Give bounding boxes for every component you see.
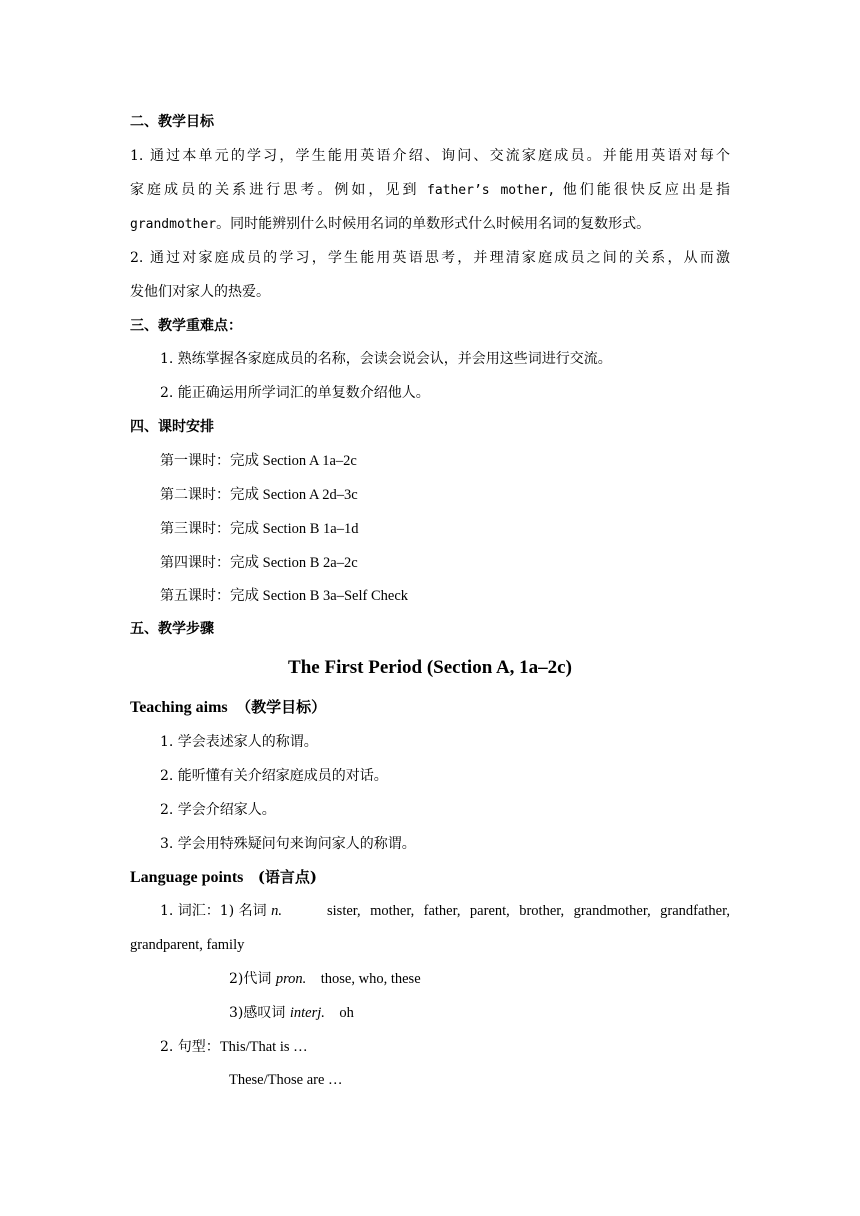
sentence-pattern-line: [160, 1038, 308, 1056]
aim-item: 2. 能听懂有关介绍家庭成员的对话。: [160, 768, 388, 784]
teaching-aims-heading-cn: （教学目标）: [236, 698, 327, 716]
lesson-3: [160, 520, 358, 538]
objective-1-text-d: grandmother: [130, 217, 217, 232]
language-points-heading-en: Language points: [130, 869, 244, 886]
lesson-1-content: 完成 Section A 1a–2c: [230, 453, 357, 469]
interjection-label: 3)感叹词: [229, 1005, 286, 1021]
pronoun-label: 2)代词: [229, 971, 272, 987]
lesson-4-label: 第四课时：: [160, 555, 230, 571]
aim-item: 2. 学会介绍家人。: [160, 802, 276, 818]
lesson-5-content: 完成 Section B 3a–Self Check: [230, 588, 409, 604]
lesson-3-label: 第三课时：: [160, 521, 230, 537]
key-point-2: 2. 能正确运用所学词汇的单复数介绍他人。: [160, 385, 430, 401]
objective-2-line-1: 2. 通过对家庭成员的学习，学生能用英语思考，并理清家庭成员之间的关系，从而激: [130, 250, 730, 266]
aim-item: 1. 学会表述家人的称谓。: [160, 734, 318, 750]
objective-1-line-2: [130, 181, 730, 200]
lesson-4: [160, 554, 358, 572]
section-heading-key-points: 三、教学重难点：: [130, 318, 242, 334]
lesson-5: [160, 587, 408, 605]
lesson-1: [160, 452, 357, 470]
objective-2-line-2: 发他们对家人的热爱。: [130, 284, 270, 300]
key-point-1: 1. 熟练掌握各家庭成员的名称，会读会说会认，并会用这些词进行交流。: [160, 351, 612, 367]
sentence-pattern-1: This/That is …: [219, 1039, 308, 1055]
pronoun-words: those, who, these: [320, 971, 421, 987]
language-points-heading: [130, 868, 317, 887]
vocab-label-text: 1. 词汇：1) 名词: [160, 903, 267, 919]
lesson-2: [160, 486, 358, 504]
teaching-aims-heading-en: Teaching aims: [130, 699, 228, 716]
objective-1-text-a: 家庭成员的关系进行思考。例如，见到: [130, 182, 420, 198]
interjection-line: [229, 1004, 354, 1022]
vocab-words-line-2: grandparent, family: [130, 937, 245, 953]
lesson-2-label: 第二课时：: [160, 487, 230, 503]
sentence-pattern-label: 2. 句型：: [160, 1039, 220, 1055]
section-heading-steps: 五、教学步骤: [130, 621, 214, 637]
objective-1-text-b: father’s mother,: [427, 183, 556, 198]
vocab-words-line-1: sister, mother, father, parent, brother, grandmother, grandfather,: [327, 903, 730, 919]
interjection-words: oh: [339, 1005, 354, 1021]
period-title: The First Period (Section A, 1a–2c): [288, 657, 572, 678]
language-points-heading-cn: (语言点): [257, 868, 318, 886]
lesson-1-label: 第一课时：: [160, 453, 230, 469]
objective-1-text-c: 他们能很快反应出是指: [562, 182, 731, 198]
lesson-4-content: 完成 Section B 2a–2c: [230, 555, 358, 571]
aim-item: 3. 学会用特殊疑问句来询问家人的称谓。: [160, 836, 416, 852]
teaching-aims-heading: [130, 698, 326, 717]
section-heading-schedule: 四、课时安排: [130, 419, 214, 435]
sentence-pattern-2: These/Those are …: [229, 1072, 343, 1088]
pronoun-line: [229, 970, 421, 988]
lesson-2-content: 完成 Section A 2d–3c: [230, 487, 358, 503]
lesson-3-content: 完成 Section B 1a–1d: [230, 521, 359, 537]
lesson-5-label: 第五课时：: [160, 588, 230, 604]
vocab-pos: n.: [271, 903, 282, 919]
objective-1-line-1: 1. 通过本单元的学习，学生能用英语介绍、询问、交流家庭成员。并能用英语对每个: [130, 148, 730, 164]
interjection-pos: interj.: [289, 1005, 325, 1021]
section-heading-objectives: 二、教学目标: [130, 114, 214, 130]
objective-1-line-3: [130, 215, 650, 234]
objective-1-text-e: 。同时能辨别什么时候用名词的单数形式什么时候用名词的复数形式。: [216, 216, 651, 232]
vocab-label: [160, 902, 282, 920]
pronoun-pos: pron.: [275, 971, 307, 987]
